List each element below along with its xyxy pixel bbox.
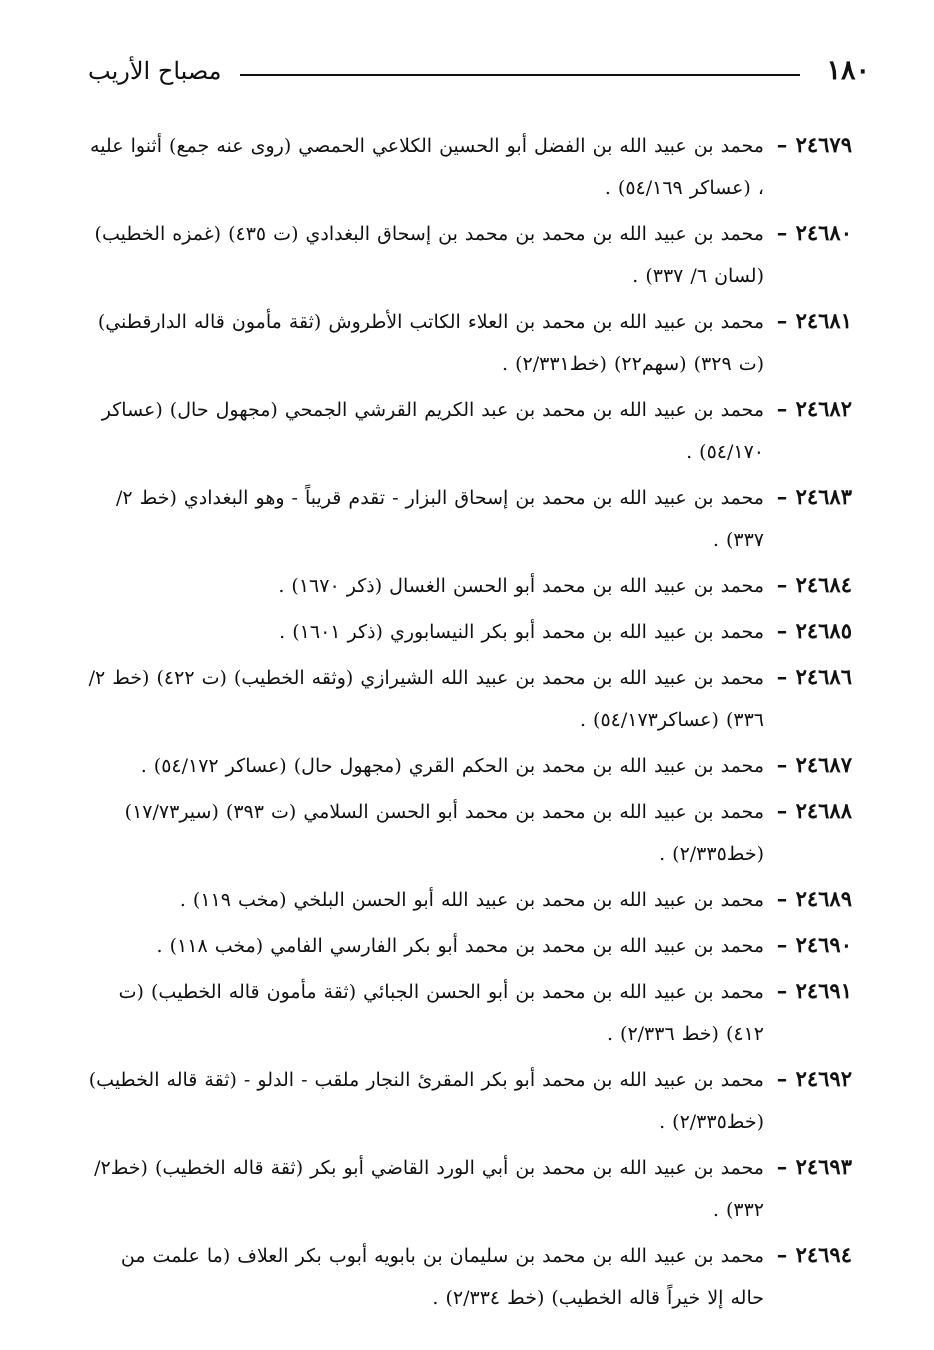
entry-number: ٢٤٦٨٥ – — [776, 618, 852, 643]
list-item — [82, 124, 852, 209]
list-item — [82, 1058, 852, 1143]
entry-text: محمد بن عبيد الله بن محمد بن العلاء الكاتب الأطروش (ثقة مأمون قاله الدارقطني) (ت ٣٢٩) (سهم٢٢) (خط٢/٣٣١) . — [97, 311, 764, 375]
list-item — [82, 744, 852, 787]
list-item — [82, 564, 852, 607]
entry-number: ٢٤٦٨٠ – — [776, 220, 852, 245]
list-item — [82, 878, 852, 921]
entry-number: ٢٤٦٩٤ – — [776, 1242, 852, 1267]
entry-text: محمد بن عبيد الله بن محمد بن أبو الحسن الجبائي (ثقة مأمون قاله الخطيب) (ت ٤١٢) (خط ٢/٣٣٦) . — [118, 981, 764, 1045]
entry-number: ٢٤٦٨٣ – — [776, 484, 852, 509]
entry-number: ٢٤٦٩٠ – — [776, 932, 852, 957]
entry-text: محمد بن عبيد الله بن محمد بن إسحاق البزار - تقدم قريباً - وهو البغدادي (خط ٢/ ٣٣٧) . — [116, 487, 764, 551]
entry-text: محمد بن عبيد الله بن محمد بن محمد أبو الحسن السلامي (ت ٣٩٣) (سير١٧/٧٣) (خط٢/٣٣٥) . — [124, 801, 764, 865]
entry-text: محمد بن عبيد الله بن محمد بن عبيد الله أبو الحسن البلخي (مخب ١١٩) . — [179, 889, 764, 911]
entry-text: محمد بن عبيد الله بن محمد بن أبي الورد القاضي أبو بكر (ثقة قاله الخطيب) (خط٢/ ٣٣٢) . — [94, 1157, 764, 1221]
entry-text: محمد بن عبيد الله بن محمد أبو الحسن الغسال (ذكر ١٦٧٠) . — [278, 575, 764, 597]
entry-text: محمد بن عبيد الله بن محمد أبو بكر المقرئ النجار ملقب - الدلو - (ثقة قاله الخطيب) (خط٢/٣٣٥) . — [88, 1069, 764, 1133]
entry-number: ٢٤٦٨٦ – — [776, 664, 852, 689]
list-item — [82, 1146, 852, 1231]
list-item — [82, 388, 852, 473]
entry-text: محمد بن عبيد الله بن محمد أبو بكر النيسابوري (ذكر ١٦٠١) . — [279, 621, 764, 643]
page-number: ١٨٠ — [826, 55, 870, 86]
list-item — [82, 656, 852, 741]
list-item — [82, 300, 852, 385]
entry-number: ٢٤٦٩٢ – — [776, 1066, 852, 1091]
header-rule — [240, 74, 800, 76]
entry-text: محمد بن عبيد الله بن محمد بن عبيد الله الشيرازي (وثقه الخطيب) (ت ٤٢٢) (خط ٢/ ٣٣٦) (عساكر٥٤/١٧٣) . — [88, 667, 764, 731]
entry-number: ٢٤٦٩١ – — [776, 978, 852, 1003]
list-item — [82, 610, 852, 653]
entry-number: ٢٤٦٨٧ – — [776, 752, 852, 777]
entry-number: ٢٤٦٧٩ – — [776, 132, 852, 157]
entry-number: ٢٤٦٨١ – — [776, 308, 852, 333]
list-item — [82, 790, 852, 875]
list-item — [82, 970, 852, 1055]
entry-text: محمد بن عبيد الله بن محمد بن محمد أبو بكر الفارسي الفامي (مخب ١١٨) . — [156, 935, 764, 957]
entry-text: محمد بن عبيد الله بن محمد بن سليمان بن بابويه أبوب بكر العلاف (ما علمت من حاله إلا خيراً قاله الخطيب) (خط ٢/٣٣٤) . — [120, 1245, 764, 1309]
list-item — [82, 924, 852, 967]
entry-text: محمد بن عبيد الله بن محمد بن عبد الكريم القرشي الجمحي (مجهول حال) (عساكر ٥٤/١٧٠) . — [101, 399, 764, 463]
entry-number: ٢٤٦٩٣ – — [776, 1154, 852, 1179]
entry-list — [82, 124, 852, 1322]
entry-number: ٢٤٦٨٤ – — [776, 572, 852, 597]
entry-text: محمد بن عبيد الله بن الفضل أبو الحسين الكلاعي الحمصي (روى عنه جمع) أثنوا عليه ، (عساكر ٥٤/١٦٩) . — [90, 135, 764, 199]
page-header — [88, 52, 870, 96]
entry-number: ٢٤٦٨٩ – — [776, 886, 852, 911]
list-item — [82, 212, 852, 297]
list-item — [82, 1234, 852, 1319]
entry-number: ٢٤٦٨٢ – — [776, 396, 852, 421]
entry-text: محمد بن عبيد الله بن محمد بن الحكم القري (مجهول حال) (عساكر ٥٤/١٧٢) . — [140, 755, 764, 777]
book-title: مصباح الأريب — [88, 57, 222, 85]
list-item — [82, 476, 852, 561]
entry-text: محمد بن عبيد الله بن محمد بن محمد بن إسحاق البغدادي (ت ٤٣٥) (غمزه الخطيب) (لسان ٦/ ٣٣٧) . — [94, 223, 764, 287]
entry-number: ٢٤٦٨٨ – — [776, 798, 852, 823]
